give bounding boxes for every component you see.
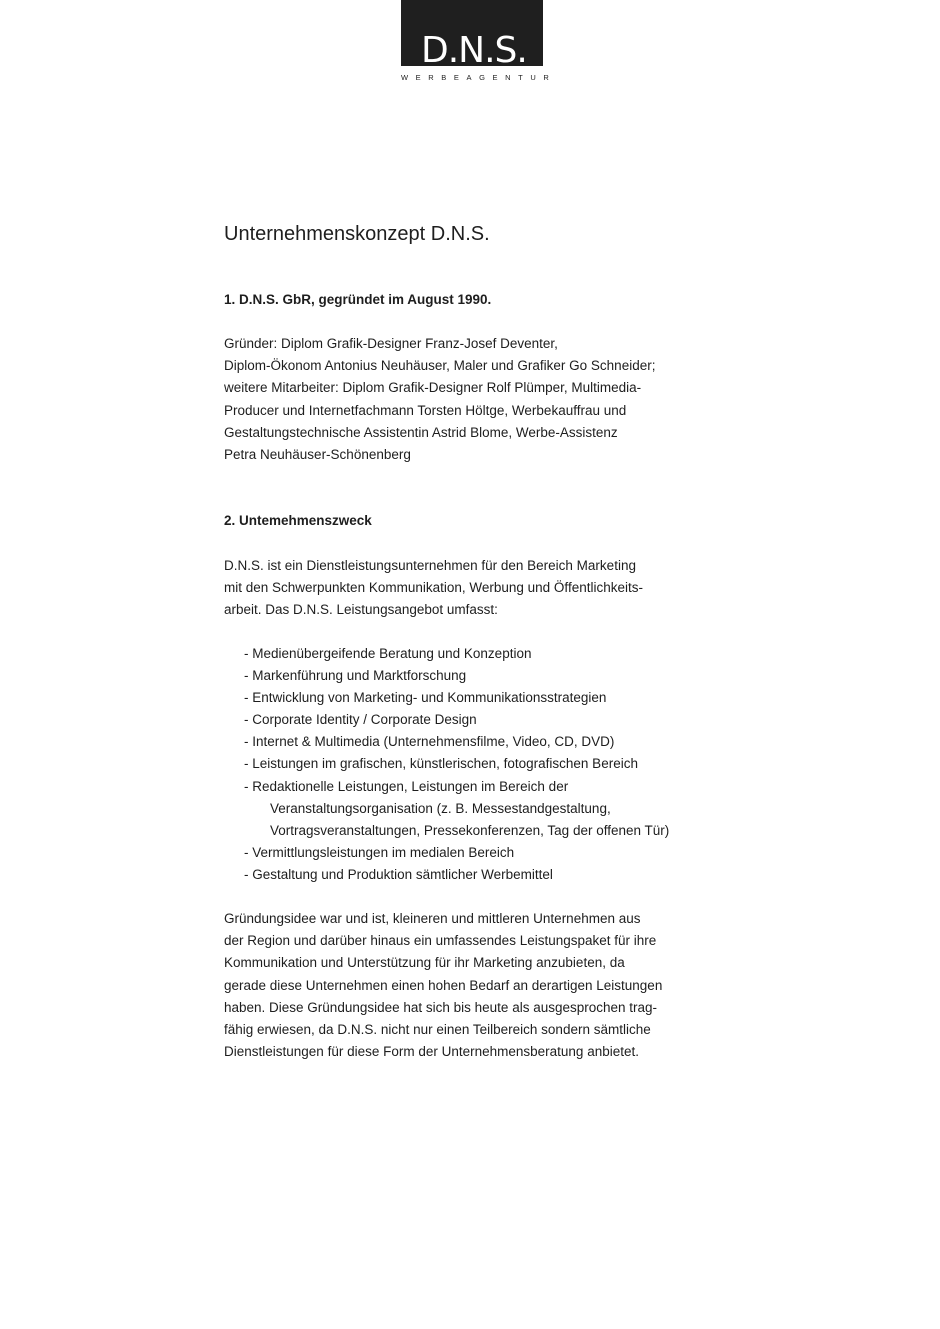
services-list <box>244 643 669 886</box>
list-item-line: Veranstaltungsorganisation (z. B. Messestandgestaltung, <box>270 800 611 816</box>
list-item: - Corporate Identity / Corporate Design <box>244 712 477 728</box>
text-line: gerade diese Unternehmen einen hohen Bedarf an derartigen Leistungen <box>224 977 663 993</box>
text-line: fähig erwiesen, da D.N.S. nicht nur einen Teilbereich sondern sämtliche <box>224 1022 651 1038</box>
logo-name: D.N.S. <box>421 30 527 71</box>
list-item-line: - Redaktionelle Leistungen, Leistungen im Bereich der <box>244 778 569 794</box>
list-item: - Internet & Multimedia (Unternehmensfilme, Video, CD, DVD) <box>244 734 615 750</box>
text-line: weitere Mitarbeiter: Diplom Grafik-Designer Rolf Plümper, Multimedia- <box>224 380 642 396</box>
list-item: - Gestaltung und Produktion sämtlicher Werbemittel <box>244 866 553 882</box>
section-2-heading: 2. Untemehmenszweck <box>224 513 372 528</box>
list-item: - Entwicklung von Marketing- und Kommunikationsstrategien <box>244 690 607 706</box>
text-line: Dienstleistungen für diese Form der Unternehmensberatung anbietet. <box>224 1044 639 1060</box>
text-line: D.N.S. ist ein Dienstleistungsunternehmen für den Bereich Marketing <box>224 558 636 573</box>
text-line: Producer und Internetfachmann Torsten Höltge, Werbekauffrau und <box>224 402 627 418</box>
logo-subtitle: WERBEAGENTUR <box>401 73 557 82</box>
text-line: Gründer: Diplom Grafik-Designer Franz-Josef Deventer, <box>224 336 558 351</box>
text-line: Diplom-Ökonom Antonius Neuhäuser, Maler und Grafiker Go Schneider; <box>224 358 656 374</box>
page-title: Unternehmenskonzept D.N.S. <box>224 223 490 245</box>
list-item: - Leistungen im grafischen, künstlerischen, fotografischen Bereich <box>244 756 638 772</box>
list-item <box>244 776 669 842</box>
list-item-line: Vortragsveranstaltungen, Pressekonferenzen, Tag der offenen Tür) <box>270 822 670 838</box>
text-line: der Region und darüber hinaus ein umfassendes Leistungspaket für ihre <box>224 933 657 949</box>
text-line: Petra Neuhäuser-Schönenberg <box>224 447 411 463</box>
section-1-heading: 1. D.N.S. GbR, gegründet im August 1990. <box>224 292 492 307</box>
list-item: - Vermittlungsleistungen im medialen Bereich <box>244 844 515 860</box>
text-line: haben. Diese Gründungsidee hat sich bis heute als ausgesprochen trag- <box>224 999 658 1015</box>
section-2-intro <box>224 555 643 622</box>
text-line: mit den Schwerpunkten Kommunikation, Werbung und Öffentlichkeits- <box>224 580 643 596</box>
list-item: - Markenführung und Marktforschung <box>244 668 467 684</box>
text-line: Kommunikation und Unterstützung für ihr Marketing anzubieten, da <box>224 955 625 971</box>
section-2-closing <box>224 908 662 1063</box>
section-1-paragraph <box>224 333 655 466</box>
text-line: Gründungsidee war und ist, kleineren und mittleren Unternehmen aus <box>224 911 641 926</box>
text-line: Gestaltungstechnische Assistentin Astrid Blome, Werbe-Assistenz <box>224 424 618 440</box>
text-line: arbeit. Das D.N.S. Leistungsangebot umfasst: <box>224 602 498 618</box>
list-item: - Medienübergeifende Beratung und Konzeption <box>244 646 532 661</box>
